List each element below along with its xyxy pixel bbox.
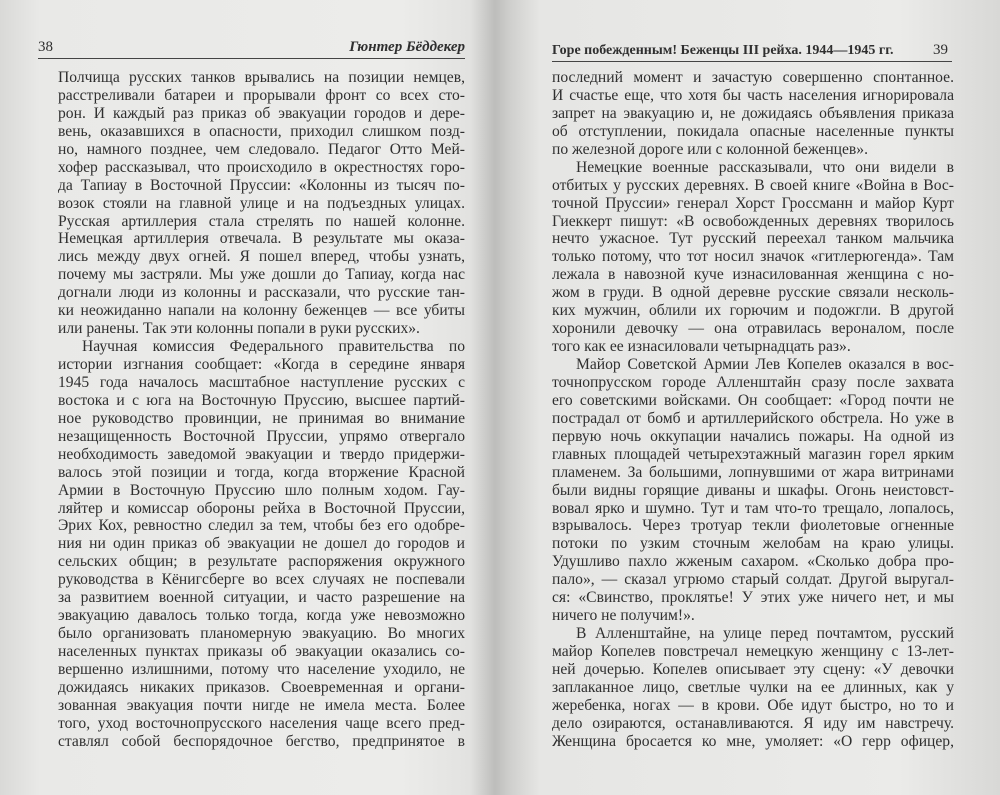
text-line: пало», — сказал угрюмо старый солдат. Другой выругал- — [552, 571, 954, 589]
paragraph-start-line: Немецкие военные рассказывали, что они видели в — [576, 158, 954, 176]
text-line: дожидаясь никаких приказов. Своевременная и органи- — [58, 678, 465, 696]
text-line: первую ночь оккупации начались пожары. На одной из — [552, 427, 954, 445]
text-line: населенных пунктах приказы об эвакуации оказались со- — [58, 643, 465, 660]
text-line: жом в груди. В одной деревне русские связали несколь- — [552, 284, 954, 302]
text-line: потоки по узким сточным желобам на краю улицы. — [552, 535, 954, 553]
text-line: взрывалось. Через тротуар текли фиолетовые огненные — [552, 517, 954, 535]
text-line: незащищенность Восточной Пруссии, упрямо отвергало — [58, 427, 465, 445]
running-header — [552, 41, 952, 62]
running-head-author: Гюнтер Бёддекер — [349, 39, 465, 55]
text-line: Армии в Восточную Пруссию шло полным ходом. Гау- — [58, 481, 465, 499]
text-line: запрет на эвакуацию и, не дожидаясь объявления приказа — [552, 104, 954, 122]
text-line: хофер рассказывал, что происходило в окрестностях горо- — [58, 158, 465, 176]
text-line: последний момент и зачастую совершенно спонтанное. — [552, 69, 954, 86]
paragraph-start-line: Майор Советской Армии Лев Копелев оказался в вос- — [576, 356, 954, 373]
text-line: востока и с юга на Восточную Пруссию, высшее партий- — [58, 391, 465, 409]
text-line: пострадал от бомб и артиллерийского обстрела. Но уже в — [552, 409, 954, 427]
text-line: вень, оказавшихся в опасности, приходил слишком позд- — [58, 122, 465, 140]
running-header — [38, 38, 465, 59]
text-line: были видны горящие диваны и шкафы. Огонь неистовст- — [552, 481, 954, 499]
text-line: зованная эвакуация почти нигде не имела места. Более — [58, 696, 465, 714]
text-line: Гиеккерт пишут: «В освобожденных деревнях творилось — [552, 212, 954, 230]
text-line: сельских общин; в результате распоряжения окружного — [58, 553, 465, 571]
text-line: рон. И каждый раз приказ об эвакуации городов и дере- — [58, 104, 465, 122]
text-line: Немецкая артиллерия отвечала. В результате мы оказа- — [58, 230, 465, 248]
text-line: И счастье еще, что хотя бы часть населения игнорировала — [552, 86, 954, 104]
text-line: руководства в Кёнигсберге во всех случаях не поспевали — [58, 571, 465, 589]
text-line: эвакуацию давалось только тогда, когда уже невозможно — [58, 607, 465, 625]
text-line: его советскими войсками. Он сообщает: «Город почти не — [552, 391, 954, 409]
text-line: истории изгнания сообщает: «Когда в середине января — [58, 356, 465, 373]
text-line: ляйтер и комиссар обороны рейха в Восточной Пруссии, — [58, 499, 465, 517]
text-line: Эрих Кох, ревностно следил за тем, чтобы без его одобре- — [58, 517, 465, 535]
text-line: расстреливали батареи и прорывали фронт со всех сто- — [58, 86, 465, 104]
text-line: возок стояли на главной улице и на подъездных улицах. — [58, 194, 465, 212]
text-line: ния ни один приказ об эвакуации не дошел до городов и — [58, 535, 465, 553]
text-line: Удушливо пахло жженым сахаром. «Сколько добра про- — [552, 553, 954, 571]
text-line: Русская артиллерия стала стрелять по нашей колонне. — [58, 212, 465, 230]
text-line: того, уход восточнопрусского населения чаще всего пред- — [58, 714, 465, 732]
text-line: вершенно излишними, потому что население уходило, не — [58, 660, 465, 678]
text-line: главных площадей четырехэтажный магазин горел ярким — [552, 445, 954, 463]
text-line: лежала в навозной куче изнасилованная женщина с но- — [552, 266, 954, 284]
text-line: ких мужчин, облили их горючим и подожгли. В другой — [552, 302, 954, 320]
running-head-title: Горе побежденным! Беженцы III рейха. 1944—1945 гг. — [552, 43, 894, 58]
text-line: но, намного позднее, чем следовало. Педагог Отто Мей- — [58, 140, 465, 158]
text-line: майор Копелев повстречал немецкую женщину с 13-лет- — [552, 643, 954, 660]
text-line: догнали люди из колонны и рассказали, что русские тан- — [58, 284, 465, 302]
text-line: или ранены. Так эти колонны попали в руки русских». — [58, 320, 420, 338]
paragraph-start-line: В Алленштайне, на улице перед почтамтом, русский — [576, 625, 954, 643]
text-line: пламенем. За большими, лопнувшими от жара витринами — [552, 463, 954, 481]
text-line: валось этой позиции и тогда, когда вторжение Красной — [58, 463, 465, 481]
text-line: точнопрусском городе Алленштайн сразу после захвата — [552, 373, 954, 391]
page-body — [552, 69, 954, 751]
text-line: было организовать планомерную эвакуацию. Во многих — [58, 625, 465, 643]
text-line: по железной дороге или с колонной беженцев». — [552, 140, 868, 158]
text-line: Полчища русских танков врывались на позиции немцев, — [58, 69, 465, 86]
right-page — [505, 0, 1000, 795]
text-line: об отступлении, покидала опасные населенные пункты — [552, 122, 954, 140]
text-line: того как ее изнасиловали четырнадцать раз». — [552, 338, 851, 356]
text-line: ставлял собой беспорядочное бегство, предпринятое в — [58, 732, 465, 750]
text-line: почему мы застряли. Мы уже дошли до Тапиау, когда нас — [58, 266, 465, 284]
text-line: ное руководство провинции, не принимая во внимание — [58, 409, 465, 427]
text-line: Женщина бросается ко мне, умоляет: «О герр офицер, — [552, 732, 954, 750]
text-line: необходимость заведомой эвакуации и твердо придержи- — [58, 445, 465, 463]
text-line: за развитием военной ситуации, и часто разрешение на — [58, 589, 465, 607]
text-line: ся: «Свинство, проклятье! У этих уже ничего нет, и мы — [552, 589, 954, 607]
page-body — [58, 69, 465, 751]
paragraph-start-line: Научная комиссия Федерального правительства по — [82, 338, 465, 356]
text-line: точной Пруссии» генерал Хорст Гроссманн и майор Курт — [552, 194, 954, 212]
text-line: нечто ужасное. Тут русский переехал танком мальчика — [552, 230, 954, 248]
text-line: заплаканное лицо, светлые чулки на ее длинных, как у — [552, 678, 954, 696]
text-line: ки неожиданно напали на колонну беженцев — все убиты — [58, 302, 465, 320]
page-number: 38 — [38, 39, 53, 55]
text-line: лись между двух огней. Я пошел вперед, чтобы узнать, — [58, 248, 465, 266]
text-line: да Тапиау в Восточной Пруссии: «Колонны из тысяч по- — [58, 176, 465, 194]
left-page — [0, 0, 495, 795]
text-line: только потому, что тот носил значок «гитлерюгенда». Там — [552, 248, 954, 266]
page-number: 39 — [933, 42, 948, 58]
text-line: дело озираются, останавливаются. Я иду им навстречу. — [552, 714, 954, 732]
text-line: вовал ярко и шумно. Тут и там что-то трещало, лопалось, — [552, 499, 954, 517]
text-line: отбитых у русских деревнях. В своей книге «Война в Вос- — [552, 176, 954, 194]
text-line: 1945 года началось масштабное наступление русских с — [58, 373, 465, 391]
text-line: хоронили девочку — она отравилась вероналом, после — [552, 320, 954, 338]
text-line: ней дочерью. Копелев описывает эту сцену: «У девочки — [552, 660, 954, 678]
text-line: ничего не получим!». — [552, 607, 695, 625]
text-line: жеребенка, ногах — в крови. Обе идут быстро, но то и — [552, 696, 954, 714]
